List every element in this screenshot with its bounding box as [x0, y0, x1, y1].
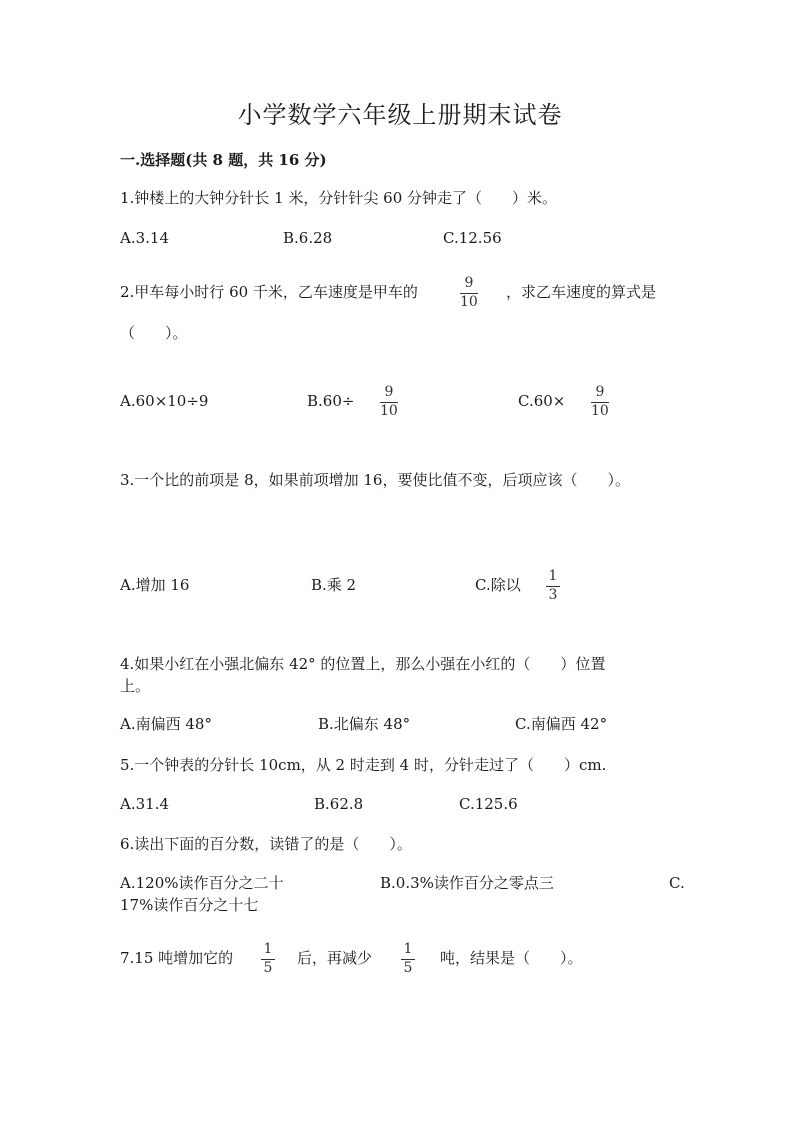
question-7-stem-mid: 后，再减少 — [297, 949, 373, 967]
question-2-option-b-fraction — [380, 385, 398, 419]
question-4-stem-line2: 上。 — [120, 677, 151, 695]
fraction-denominator: 5 — [403, 960, 413, 976]
fraction-numerator: 9 — [595, 384, 605, 400]
question-2-stem: 2.甲车每小时行 60 千米，乙车速度是甲车的 — [120, 283, 418, 301]
fraction-denominator: 10 — [460, 294, 478, 310]
fraction-numerator: 9 — [464, 275, 474, 291]
question-2-fraction — [460, 276, 478, 310]
question-6-stem: 6.读出下面的百分数，读错了的是（ ）。 — [120, 835, 412, 853]
question-5-option-a: A.31.4 — [120, 795, 169, 813]
question-4-stem: 4.如果小红在小强北偏东 42° 的位置上，那么小强在小红的（ ）位置 — [120, 655, 606, 673]
question-7-fraction-2 — [401, 942, 415, 976]
fraction-numerator: 1 — [548, 568, 558, 584]
question-1-option-b: B.6.28 — [283, 229, 333, 247]
fraction-denominator: 5 — [263, 960, 273, 976]
fraction-numerator: 9 — [384, 384, 394, 400]
question-6-option-c: 17%读作百分之十七 — [120, 896, 259, 914]
question-5-stem: 5.一个钟表的分针长 10cm，从 2 时走到 4 时，分针走过了（ ）cm. — [120, 756, 607, 774]
question-2-option-c: C.60× — [518, 392, 566, 410]
question-6-option-c-label: C. — [669, 874, 685, 892]
question-3-option-a: A.增加 16 — [120, 576, 190, 594]
question-2-stem-line2: （ ）。 — [120, 324, 188, 342]
fraction-denominator: 10 — [380, 403, 398, 419]
question-1-stem: 1.钟楼上的大钟分针长 1 米，分针针尖 60 分钟走了（ ）米。 — [120, 189, 558, 207]
page-title: 小学数学六年级上册期末试卷 — [237, 101, 563, 129]
fraction-denominator: 10 — [591, 403, 609, 419]
question-3-stem: 3.一个比的前项是 8，如果前项增加 16，要使比值不变，后项应该（ ）。 — [120, 471, 630, 489]
question-4-option-a: A.南偏西 48° — [120, 715, 212, 733]
question-7-stem-end: 吨，结果是（ ）。 — [440, 949, 583, 967]
question-1-option-c: C.12.56 — [443, 229, 502, 247]
section-heading: 一.选择题(共 8 题，共 16 分) — [120, 151, 327, 169]
question-4-option-c: C.南偏西 42° — [515, 715, 608, 733]
question-2-stem-cont: ，求乙车速度的算式是 — [506, 283, 657, 301]
question-5-option-b: B.62.8 — [314, 795, 364, 813]
question-2-option-a: A.60×10÷9 — [120, 392, 209, 410]
question-3-option-b: B.乘 2 — [311, 576, 357, 594]
question-3-option-c: C.除以 — [475, 576, 521, 594]
question-6-option-a: A.120%读作百分之二十 — [120, 874, 284, 892]
fraction-denominator: 3 — [548, 587, 558, 603]
question-4-option-b: B.北偏东 48° — [318, 715, 411, 733]
fraction-numerator: 1 — [403, 941, 413, 957]
question-1-option-a: A.3.14 — [120, 229, 169, 247]
question-5-option-c: C.125.6 — [459, 795, 518, 813]
question-7-fraction-1 — [261, 942, 275, 976]
question-6-option-b: B.0.3%读作百分之零点三 — [380, 874, 554, 892]
question-7-stem: 7.15 吨增加它的 — [120, 949, 234, 967]
fraction-numerator: 1 — [263, 941, 273, 957]
question-2-option-b: B.60÷ — [307, 392, 355, 410]
question-3-option-c-fraction — [546, 569, 560, 603]
question-2-option-c-fraction — [591, 385, 609, 419]
